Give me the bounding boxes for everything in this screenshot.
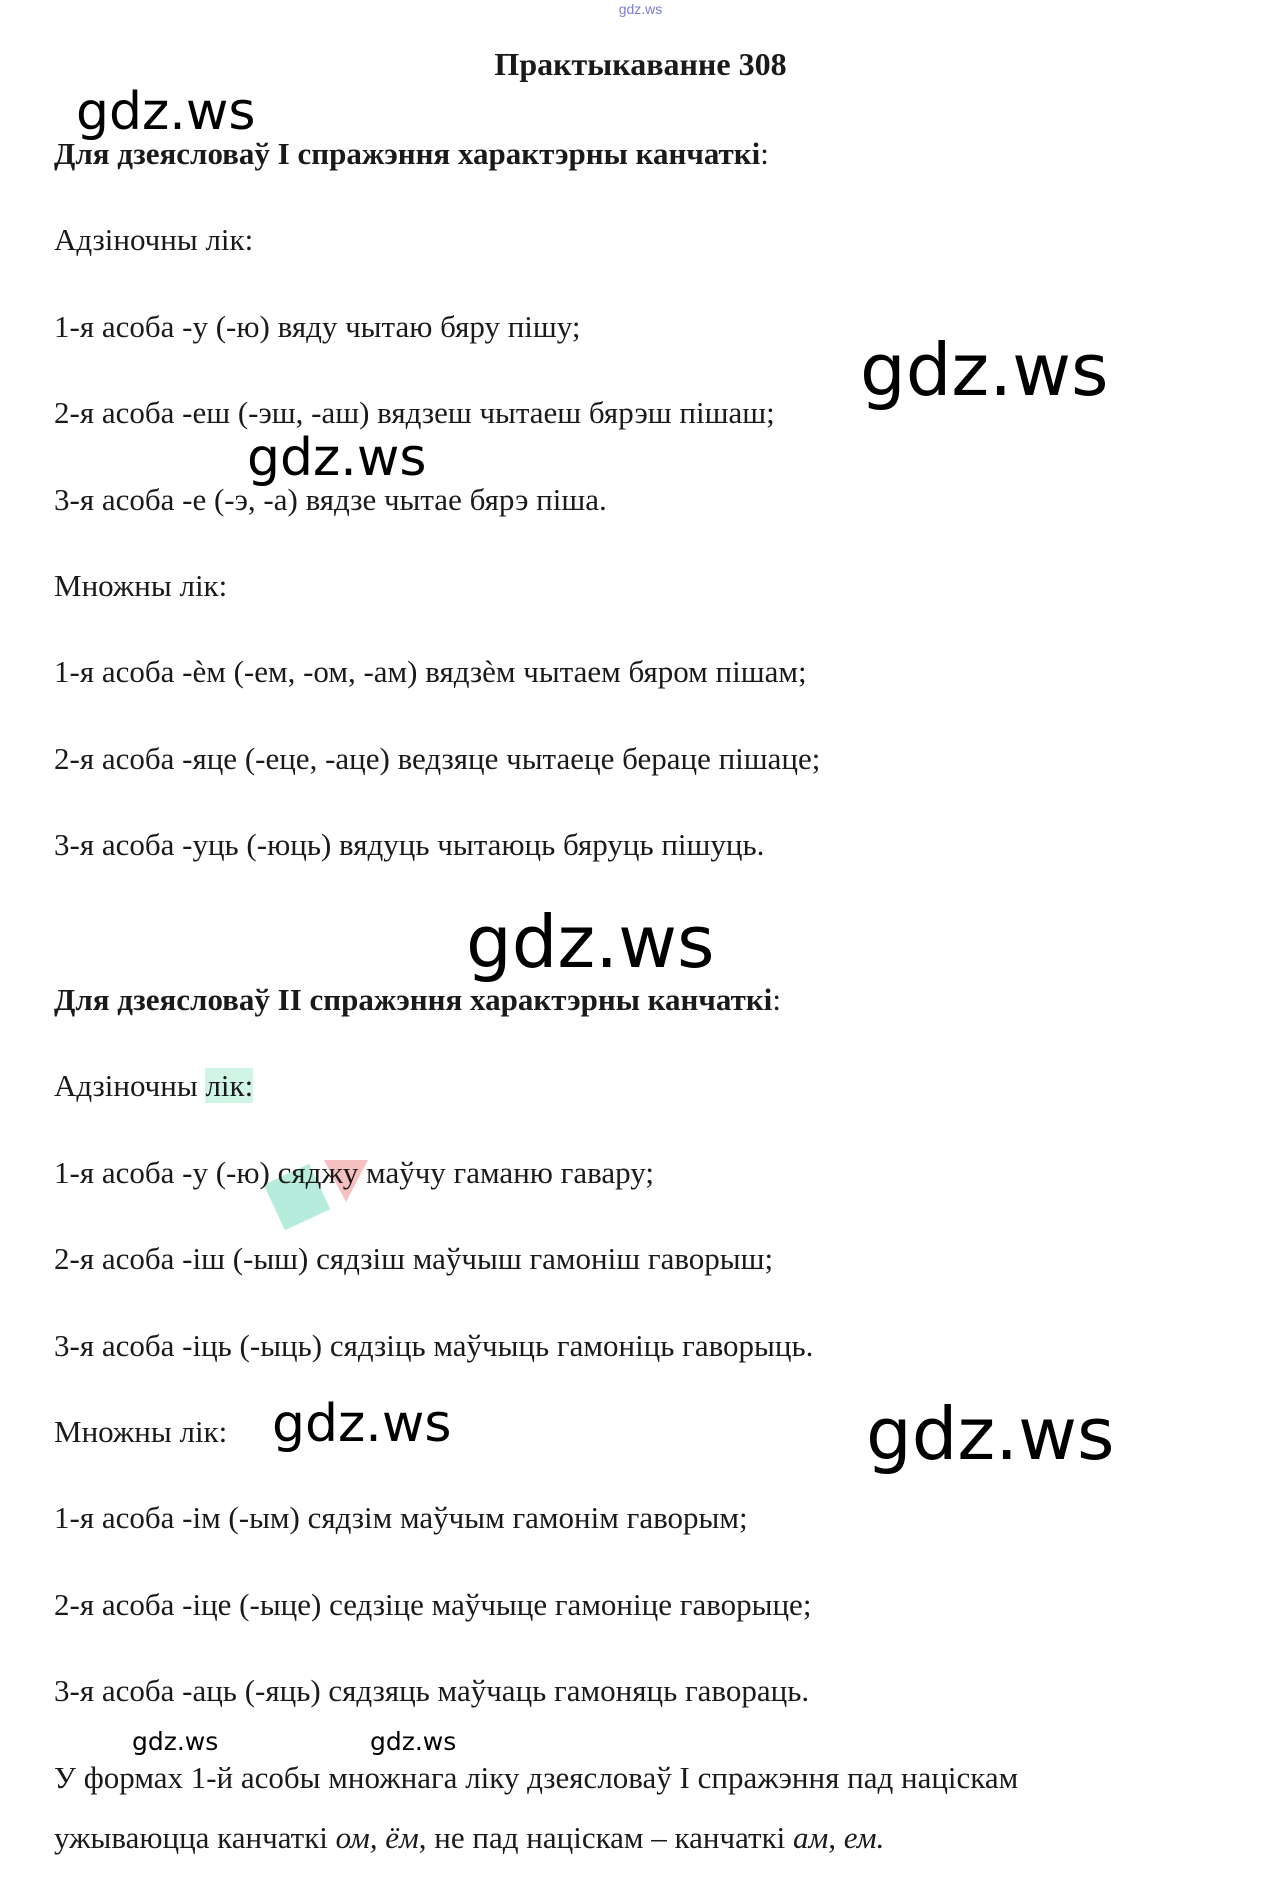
watermark: gdz.ws bbox=[132, 1727, 219, 1756]
section2-plural-3: 3-я асоба -аць (-яць) сядзяць маўчаць гамоняць гавораць. bbox=[54, 1673, 810, 1708]
section2-heading: Для дзеясловаў II спражэння характэрны канчаткі: bbox=[54, 982, 781, 1017]
section1-heading: Для дзеясловаў I спражэння характэрны канчаткі: bbox=[54, 136, 769, 171]
section2-plural-2: 2-я асоба -іце (-ыце) седзіце маўчыце гамоніце гаворыце; bbox=[54, 1587, 812, 1622]
section2-plural-label: Множны лік: bbox=[54, 1414, 228, 1449]
section2-plural-1: 1-я асоба -ім (-ым) сядзім маўчым гамонім гаворым; bbox=[54, 1500, 748, 1535]
note-line-2: ужываюцца канчаткі ом, ём, не пад націскам – канчаткі ам, ем. bbox=[54, 1820, 885, 1855]
section1-singular-1: 1-я асоба -у (-ю) вяду чытаю бяру пішу; bbox=[54, 309, 581, 344]
watermark: gdz.ws bbox=[466, 900, 715, 984]
site-mark: gdz.ws bbox=[618, 1, 663, 17]
section2-singular-label: Адзіночны лік: bbox=[54, 1068, 254, 1103]
watermark: gdz.ws bbox=[860, 328, 1109, 412]
watermark: gdz.ws bbox=[370, 1727, 457, 1756]
section2-singular-2: 2-я асоба -іш (-ыш) сядзіш маўчыш гамоніш гаворыш; bbox=[54, 1241, 774, 1276]
watermark: gdz.ws bbox=[272, 1394, 452, 1454]
section1-singular-label: Адзіночны лік: bbox=[54, 222, 254, 257]
section1-singular-2: 2-я асоба -еш (-эш, -аш) вядзеш чытаеш бярэш пішаш; bbox=[54, 395, 775, 430]
page-title: Практыкаванне 308 bbox=[494, 46, 787, 82]
section2-singular-1: 1-я асоба -у (-ю) сяджу маўчу гаманю гавару; bbox=[54, 1155, 654, 1190]
watermark: gdz.ws bbox=[76, 82, 256, 142]
section1-plural-2: 2-я асоба -яце (-еце, -аце) ведзяце чытаеце бераце пішаце; bbox=[54, 741, 821, 776]
section2-singular-3: 3-я асоба -іць (-ыць) сядзіць маўчыць гамоніць гаворыць. bbox=[54, 1328, 814, 1363]
watermark: gdz.ws bbox=[866, 1392, 1115, 1476]
note-line-1: У формах 1-й асобы множнага ліку дзеясловаў I спражэння пад націскам bbox=[54, 1760, 1019, 1795]
section1-plural-label: Множны лік: bbox=[54, 568, 228, 603]
section1-plural-3: 3-я асоба -уць (-юць) вядуць чытаюць бяруць пішуць. bbox=[54, 827, 765, 862]
section1-plural-1: 1-я асоба -ѐм (-ем, -ом, -ам) вядзѐм чытаем бяром пішам; bbox=[54, 654, 807, 689]
watermark: gdz.ws bbox=[247, 428, 427, 488]
section1-singular-3: 3-я асоба -е (-э, -а) вядзе чытае бярэ піша. bbox=[54, 482, 607, 517]
